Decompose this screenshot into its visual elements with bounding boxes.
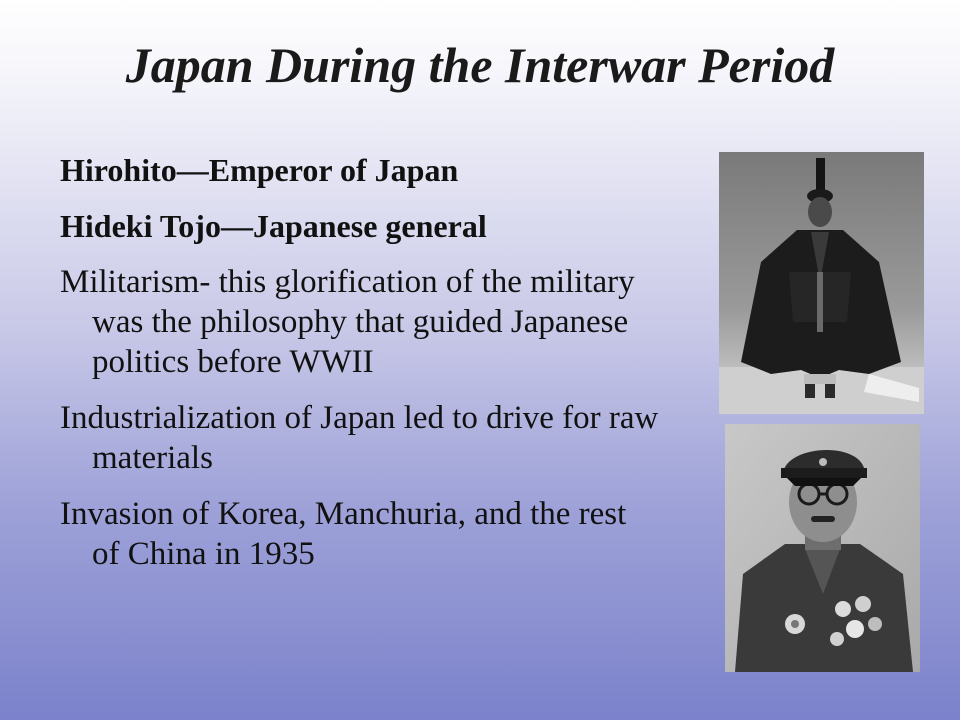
bullet-list bbox=[60, 150, 660, 590]
bullet-militarism: Militarism- this glorification of the military was the philosophy that guided Japanese politics before WWII bbox=[60, 264, 635, 380]
bullet-industrialization: Industrialization of Japan led to drive for raw materials bbox=[60, 400, 659, 476]
tojo-photo bbox=[725, 424, 920, 672]
hirohito-photo bbox=[719, 152, 924, 414]
bullet-hirohito: Hirohito—Emperor of Japan bbox=[60, 152, 459, 188]
bullet-invasion: Invasion of Korea, Manchuria, and the rest of China in 1935 bbox=[60, 496, 627, 572]
slide-title: Japan During the Interwar Period bbox=[125, 37, 835, 93]
bullet-tojo: Hideki Tojo—Japanese general bbox=[60, 208, 487, 244]
